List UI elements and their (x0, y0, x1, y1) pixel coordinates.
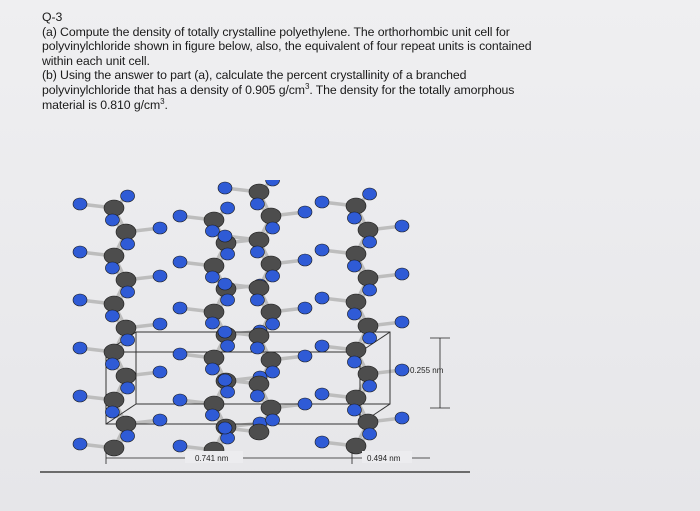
hydrogen-atom (205, 271, 219, 283)
hydrogen-atom (218, 230, 232, 242)
carbon-atom (104, 200, 124, 216)
hydrogen-atom (298, 350, 312, 362)
hydrogen-atom (347, 308, 361, 320)
hydrogen-atom (73, 390, 87, 402)
hydrogen-atom (218, 182, 232, 194)
hydrogen-atom (363, 188, 377, 200)
carbon-atom (358, 222, 378, 238)
hydrogen-atom (221, 294, 235, 306)
carbon-atom (104, 248, 124, 264)
hydrogen-atom (221, 248, 235, 260)
hydrogen-atom (173, 394, 187, 406)
hydrogen-atom (205, 317, 219, 329)
hydrogen-atom (266, 414, 280, 426)
carbon-atom (249, 376, 269, 392)
hydrogen-atom (315, 388, 329, 400)
hydrogen-atom (205, 225, 219, 237)
hydrogen-atom (363, 284, 377, 296)
carbon-atom (104, 392, 124, 408)
unit-cell-figure (40, 180, 480, 500)
height-label: 0.255 nm (410, 366, 444, 375)
hydrogen-atom (221, 386, 235, 398)
hydrogen-atom (73, 342, 87, 354)
hydrogen-atom (121, 334, 135, 346)
carbon-atom (346, 390, 366, 406)
hydrogen-atom (153, 222, 167, 234)
hydrogen-atom (105, 310, 119, 322)
carbon-atom (249, 328, 269, 344)
carbon-atom (104, 344, 124, 360)
hydrogen-atom (250, 294, 264, 306)
hydrogen-atom (153, 318, 167, 330)
hydrogen-atom (205, 363, 219, 375)
hydrogen-atom (153, 366, 167, 378)
hydrogen-atom (315, 436, 329, 448)
hydrogen-atom (218, 422, 232, 434)
part-b-line-2: polyvinylchloride that has a density of 0.905 $g/cm^3$. The density for the totally amorphous (42, 81, 515, 97)
part-a-line-2: polyvinylchloride shown in figure below, also, the equivalent of four repeat units is contained (42, 39, 532, 54)
hydrogen-atom (395, 412, 409, 424)
carbon-atom (116, 368, 136, 384)
question-number: Q-3 (42, 10, 63, 24)
hydrogen-atom (153, 270, 167, 282)
hydrogen-atom (121, 190, 135, 202)
hydrogen-atom (121, 382, 135, 394)
hydrogen-atom (298, 302, 312, 314)
hydrogen-atom (395, 364, 409, 376)
carbon-atom (261, 352, 281, 368)
hydrogen-atom (315, 340, 329, 352)
hydrogen-atom (266, 318, 280, 330)
hydrogen-atom (105, 214, 119, 226)
hydrogen-atom (173, 440, 187, 452)
hydrogen-atom (250, 246, 264, 258)
carbon-atom (346, 294, 366, 310)
hydrogen-atom (205, 409, 219, 421)
hydrogen-atom (347, 404, 361, 416)
hydrogen-atom (73, 246, 87, 258)
hydrogen-atom (298, 398, 312, 410)
hydrogen-atom (105, 262, 119, 274)
hydrogen-atom (315, 244, 329, 256)
hydrogen-atom (173, 302, 187, 314)
hydrogen-atom (218, 374, 232, 386)
hydrogen-atom (315, 196, 329, 208)
hydrogen-atom (73, 294, 87, 306)
hydrogen-atom (250, 198, 264, 210)
hydrogen-atom (363, 380, 377, 392)
hydrogen-atom (266, 222, 280, 234)
hydrogen-atom (173, 256, 187, 268)
carbon-atom (261, 256, 281, 272)
hydrogen-atom (218, 278, 232, 290)
carbon-atom (358, 366, 378, 382)
hydrogen-atom (315, 292, 329, 304)
hydrogen-atom (73, 438, 87, 450)
width-label: 0.741 nm (195, 454, 229, 463)
hydrogen-atom (250, 342, 264, 354)
depth-label: 0.494 nm (367, 454, 401, 463)
hydrogen-atom (266, 366, 280, 378)
hydrogen-atom (395, 268, 409, 280)
part-a-line-1: (a) Compute the density of totally crystalline polyethylene. The orthorhombic unit cell for (42, 24, 510, 39)
carbon-atom (116, 224, 136, 240)
question-text (42, 10, 664, 112)
carbon-atom (346, 198, 366, 214)
hydrogen-atom (347, 212, 361, 224)
hydrogen-atom (121, 430, 135, 442)
hydrogen-atom (298, 254, 312, 266)
carbon-atom (261, 208, 281, 224)
carbon-atom (249, 232, 269, 248)
hydrogen-atom (250, 390, 264, 402)
carbon-atom (116, 272, 136, 288)
hydrogen-atom (221, 340, 235, 352)
part-b-line-1: (b) Using the answer to part (a), calculate the percent crystallinity of a branched (42, 68, 467, 83)
carbon-atom (346, 342, 366, 358)
hydrogen-atom (395, 220, 409, 232)
hydrogen-atom (73, 198, 87, 210)
part-b-line-3: material is 0.810 $g/cm^3$. (42, 96, 168, 112)
hydrogen-atom (221, 202, 235, 214)
carbon-atom (116, 416, 136, 432)
hydrogen-atom (218, 326, 232, 338)
hydrogen-atom (105, 406, 119, 418)
hydrogen-atom (121, 238, 135, 250)
hydrogen-atom (363, 428, 377, 440)
hydrogen-atom (347, 260, 361, 272)
hydrogen-atom (395, 316, 409, 328)
hydrogen-atom (173, 348, 187, 360)
carbon-atom (261, 304, 281, 320)
carbon-atom (358, 270, 378, 286)
carbon-atom (346, 246, 366, 262)
part-a-line-3: within each unit cell. (42, 53, 150, 68)
hydrogen-atom (363, 236, 377, 248)
carbon-atom (249, 280, 269, 296)
hydrogen-atom (363, 332, 377, 344)
hydrogen-atom (347, 356, 361, 368)
hydrogen-atom (173, 210, 187, 222)
carbon-atom (116, 320, 136, 336)
hydrogen-atom (266, 270, 280, 282)
carbon-atom (249, 184, 269, 200)
carbon-atom (249, 424, 269, 440)
hydrogen-atom (105, 358, 119, 370)
hydrogen-atom (298, 206, 312, 218)
carbon-atom (104, 440, 124, 456)
carbon-atom (104, 296, 124, 312)
carbon-atom (358, 318, 378, 334)
carbon-atom (261, 400, 281, 416)
carbon-atom (358, 414, 378, 430)
hydrogen-atom (153, 414, 167, 426)
hydrogen-atom (121, 286, 135, 298)
